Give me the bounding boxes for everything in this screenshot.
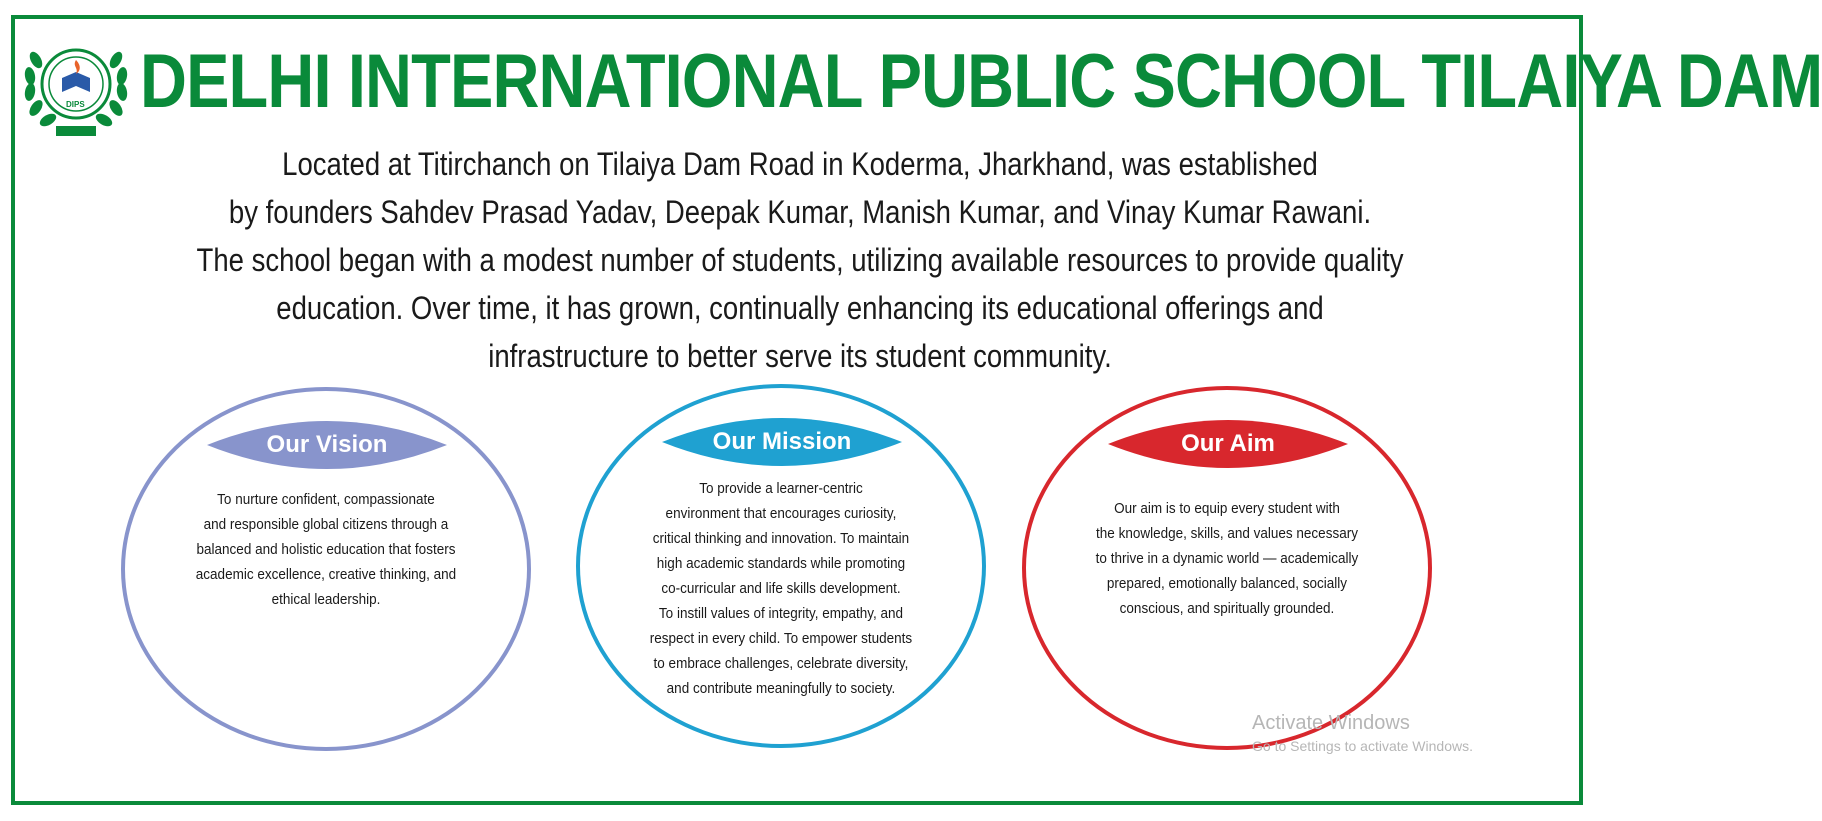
card-text-line: environment that encourages curiosity,: [665, 505, 897, 522]
vision-title: Our Vision: [266, 431, 388, 458]
vision-banner: [207, 421, 447, 469]
vision-card: [121, 387, 531, 751]
mission-banner: [662, 418, 902, 466]
intro-line: infrastructure to better serve its student community.: [488, 338, 1112, 374]
card-text-line: and responsible global citizens through a: [203, 516, 449, 533]
card-text-line: and contribute meaningfully to society.: [666, 680, 896, 697]
card-text-line: academic excellence, creative thinking, and: [195, 566, 457, 583]
card-text-line: to thrive in a dynamic world — academically: [1095, 550, 1359, 567]
card-text-line: to embrace challenges, celebrate diversity,: [653, 655, 909, 672]
mission-card: [576, 384, 986, 748]
watermark-title: Activate Windows: [1252, 712, 1410, 734]
activate-windows-watermark: [1252, 710, 1473, 756]
intro-line: The school began with a modest number of students, utilizing available resources to provide quality: [196, 242, 1404, 278]
card-text-line: To provide a learner-centric: [699, 480, 863, 497]
watermark-subtitle: Go to Settings to activate Windows.: [1252, 738, 1473, 754]
intro-line: education. Over time, it has grown, continually enhancing its educational offerings and: [276, 290, 1324, 326]
vision-text: [161, 487, 491, 612]
school-logo: [22, 30, 130, 142]
page-title: DELHI INTERNATIONAL PUBLIC SCHOOL TILAIYA DAM: [140, 39, 1822, 124]
card-text-line: respect in every child. To empower students: [649, 630, 913, 647]
logo-text: DIPS: [66, 100, 85, 109]
aim-title: Our Aim: [1181, 430, 1275, 457]
intro-line: by founders Sahdev Prasad Yadav, Deepak Kumar, Manish Kumar, and Vinay Kumar Rawani.: [228, 194, 1372, 230]
card-text-line: balanced and holistic education that fosters: [196, 541, 456, 558]
intro-paragraph: [80, 140, 1520, 380]
card-text-line: the knowledge, skills, and values necessary: [1096, 525, 1358, 542]
card-text-line: co-curricular and life skills development.: [661, 580, 901, 597]
aim-text: [1062, 496, 1392, 621]
card-text-line: To nurture confident, compassionate: [217, 491, 435, 508]
aim-banner: [1108, 420, 1348, 468]
card-text-line: Our aim is to equip every student with: [1114, 500, 1340, 517]
card-text-line: ethical leadership.: [271, 591, 381, 608]
card-text-line: conscious, and spiritually grounded.: [1119, 600, 1335, 617]
intro-line: Located at Titirchanch on Tilaiya Dam Road in Koderma, Jharkhand, was established: [282, 146, 1318, 182]
mission-title: Our Mission: [712, 428, 852, 455]
card-text-line: critical thinking and innovation. To maintain: [652, 530, 910, 547]
card-text-line: high academic standards while promoting: [656, 555, 906, 572]
mission-text: [610, 476, 952, 701]
card-text-line: prepared, emotionally balanced, socially: [1106, 575, 1348, 592]
card-text-line: To instill values of integrity, empathy, and: [658, 605, 904, 622]
laurel-crest-icon: [22, 30, 130, 142]
aim-card: [1022, 386, 1432, 750]
